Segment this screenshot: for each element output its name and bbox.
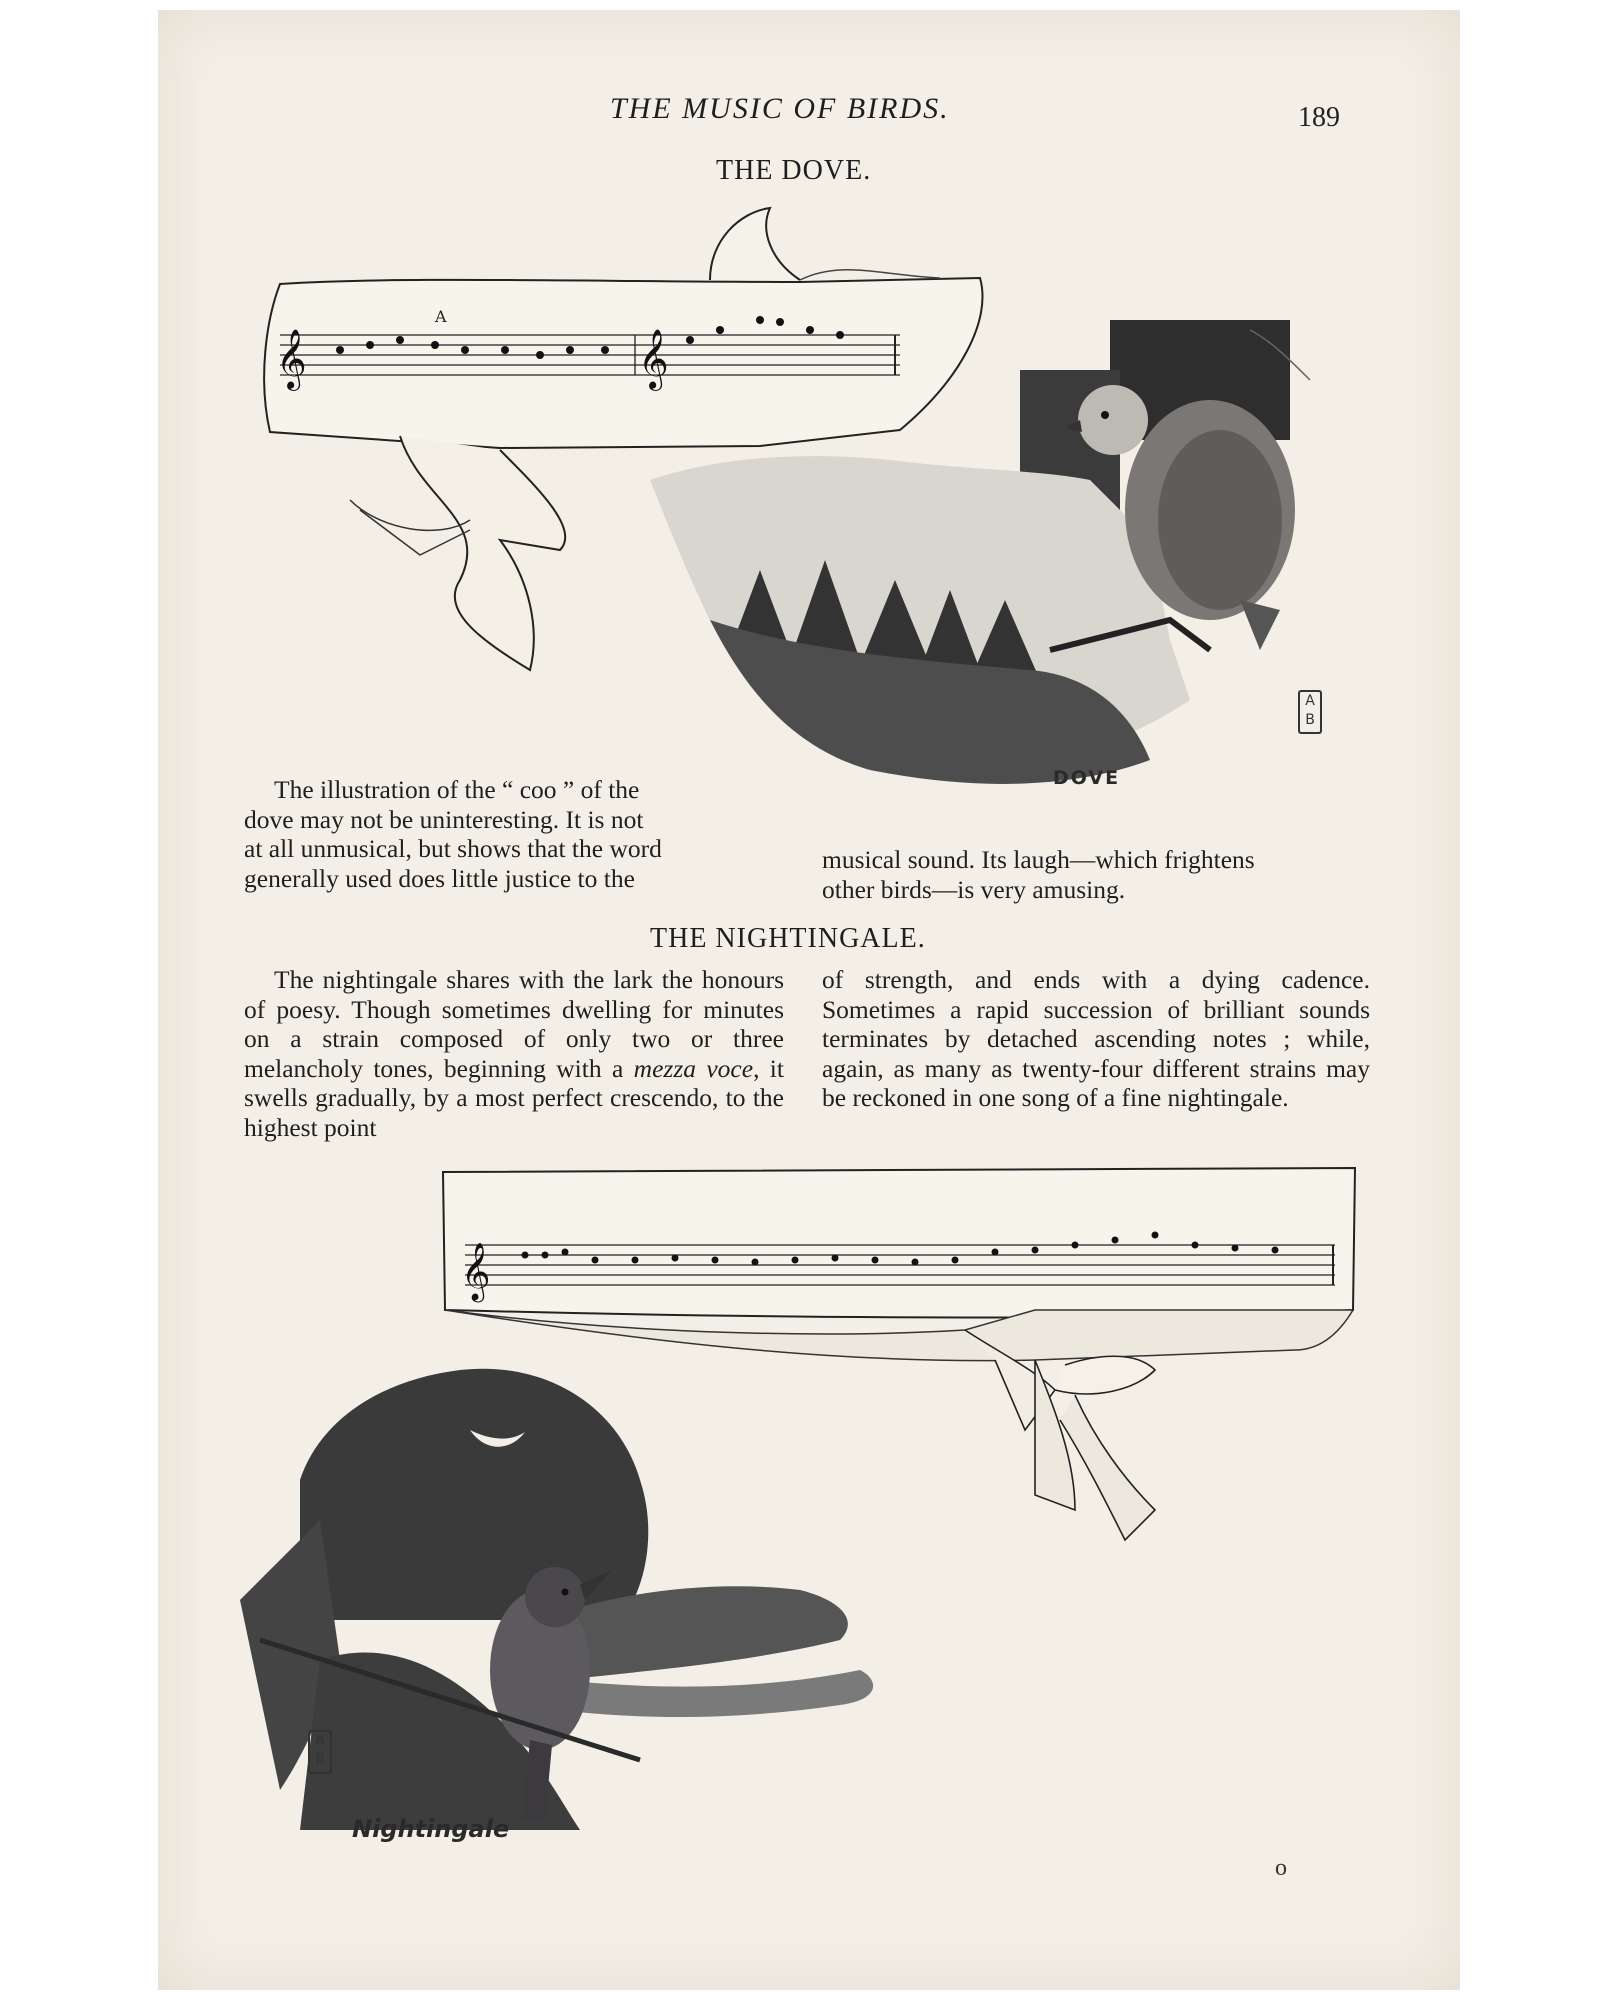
dove-paragraph-line: The illustration of the “ coo ” of the [274, 775, 640, 804]
nightingale-paragraph-column-1 [244, 965, 784, 1142]
nightingale-artist-monogram: A B [308, 1730, 332, 1774]
dove-paragraph-line: at all unmusical, but shows that the word [244, 834, 662, 863]
svg-text:𝄞: 𝄞 [638, 329, 669, 389]
nightingale-paragraph-italic: mezza voce [633, 1053, 754, 1083]
running-title: THE MUSIC OF BIRDS. [610, 92, 950, 125]
dove-paragraph-line: other birds—is very amusing. [822, 874, 1126, 904]
nightingale-caption: Nightingale [352, 1815, 510, 1843]
signature-mark: o [1275, 1855, 1287, 1881]
dove-artist-monogram: A B [1298, 690, 1322, 734]
dove-paragraph-column-1 [244, 775, 784, 893]
page-number: 189 [1298, 102, 1340, 133]
nightingale-paragraph-text: , it swells gradually, by a most perfect crescendo, to the highest point [244, 1053, 784, 1142]
nightingale-paragraph-text: The nightingale shares with the lark the honours of poesy. Though sometimes dwelling for minutes on a strain composed of only two or three melancholy tones, beginning with a [244, 965, 784, 1083]
nightingale-section-title: THE NIGHTINGALE. [650, 923, 926, 954]
svg-text:A: A [435, 307, 447, 326]
dove-section-title: THE DOVE. [716, 155, 872, 186]
dove-paragraph-line: dove may not be uninteresting. It is not [244, 804, 644, 834]
nightingale-bird-illustration [240, 1360, 940, 1860]
dove-paragraph-column-2 [822, 845, 1370, 904]
svg-text:𝄞: 𝄞 [461, 1242, 491, 1300]
svg-text:𝄞: 𝄞 [276, 329, 307, 389]
dove-paragraph-line: musical sound. Its laugh—which frightens [822, 845, 1255, 874]
dove-paragraph-line: generally used does little justice to the [244, 863, 635, 893]
dove-caption: DOVE [1053, 767, 1121, 789]
nightingale-paragraph-column-2: of strength, and ends with a dying cadence. Sometimes a rapid succession of brilliant sounds terminates by detached ascending notes ; while, again, as many as twenty-four different strains may be reckoned in one song of a fine nightingale. [822, 965, 1370, 1112]
dove-bird-illustration [650, 320, 1330, 810]
